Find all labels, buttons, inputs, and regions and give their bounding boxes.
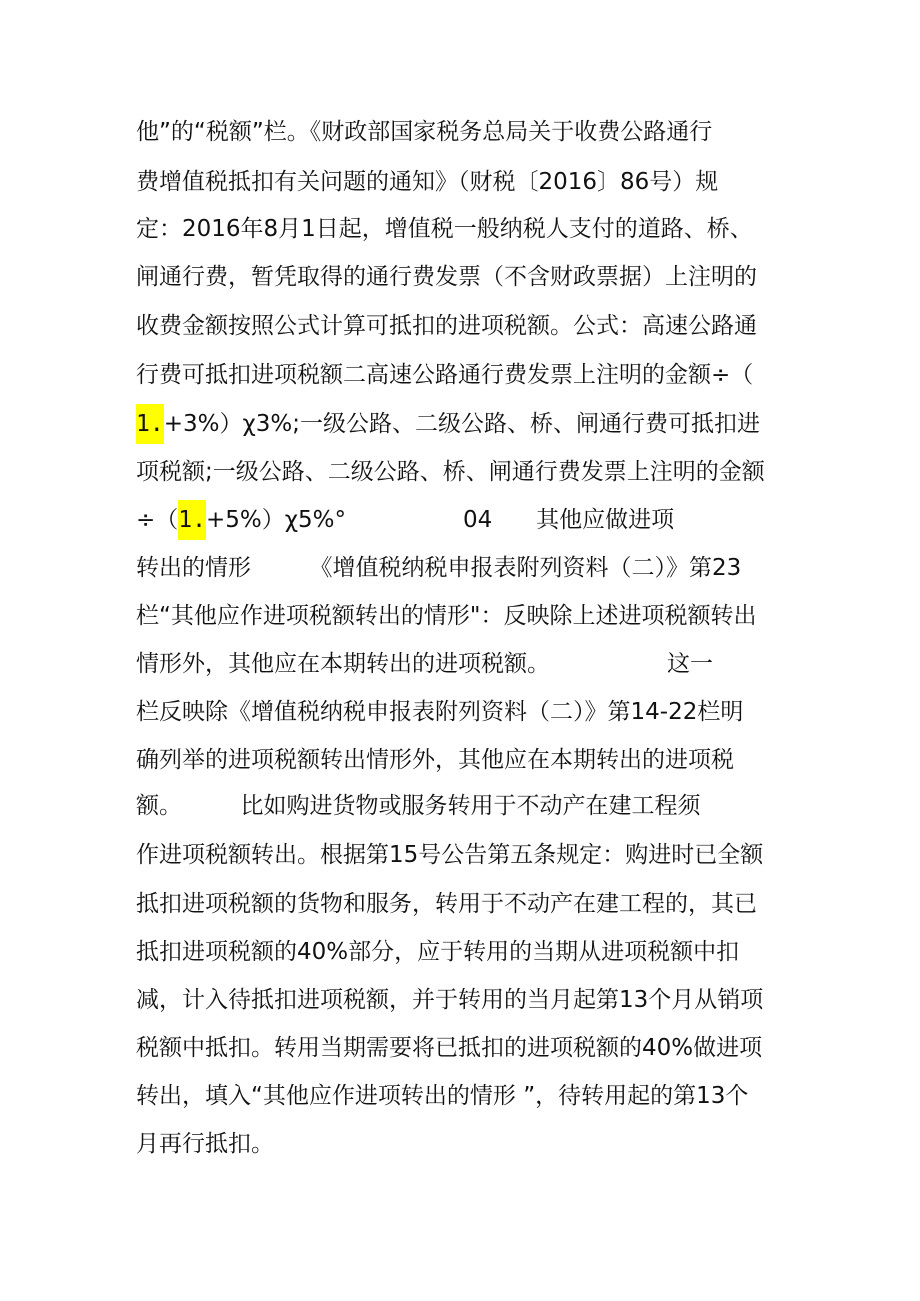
text-line-20: 税额中抵扣。转用当期需要将已抵扣的进项税额的40%做进项 bbox=[136, 1035, 763, 1061]
text-line-7 bbox=[136, 402, 760, 446]
text-line-3: 定：2016年8月1日起，增值税一般纳税人支付的道路、桥、 bbox=[136, 216, 753, 242]
text-segment: +3%）χ3%;一级公路、二级公路、桥、闸通行费可抵扣进 bbox=[163, 411, 760, 437]
text-line-6: 行费可抵扣进项税额二高速公路通行费发票上注明的金额÷（ bbox=[136, 362, 754, 388]
text-line-4: 闸通行费，暂凭取得的通行费发票（不含财政票据）上注明的 bbox=[136, 264, 757, 290]
text-line-16: 作进项税额转出。根据第15号公告第五条规定：购进时已全额 bbox=[136, 842, 764, 868]
highlighted-number: 1. bbox=[178, 500, 206, 540]
text-line-21: 转出，填入“其他应作进项转出的情形 ”，待转用起的第13个 bbox=[136, 1083, 749, 1109]
text-segment: +5%）χ5%° 04 其他应做进项 bbox=[205, 507, 675, 533]
text-line-5: 收费金额按照公式计算可抵扣的进项税额。公式：高速公路通 bbox=[136, 313, 757, 339]
text-line-8: 项税额;一级公路、二级公路、桥、闸通行费发票上注明的金额 bbox=[136, 459, 765, 485]
text-line-17: 抵扣进项税额的货物和服务，转用于不动产在建工程的，其已 bbox=[136, 891, 757, 917]
text-segment: ÷（ bbox=[136, 507, 179, 533]
text-line-13: 栏反映除《增值税纳税申报表附列资料（二）》第14-22栏明 bbox=[136, 699, 744, 725]
text-line-1: 他”的“税额”栏。《财政部国家税务总局关于收费公路通行 bbox=[136, 119, 713, 145]
text-line-14: 确列举的进项税额转出情形外，其他应在本期转出的进项税 bbox=[136, 747, 734, 773]
text-line-2: 费增值税抵扣有关问题的通知》（财税〔2016〕86号）规 bbox=[136, 169, 719, 195]
text-line-11: 栏“其他应作进项税额转出的情形"：反映除上述进项税额转出 bbox=[136, 603, 757, 629]
text-line-22: 月再行抵扣。 bbox=[136, 1131, 274, 1157]
text-line-15: 额。 比如购进货物或服务转用于不动产在建工程须 bbox=[136, 793, 701, 819]
text-line-10: 转出的情形 《增值税纳税申报表附列资料（二）》第23 bbox=[136, 555, 742, 581]
highlighted-number: 1. bbox=[136, 404, 164, 444]
text-line-12: 情形外，其他应在本期转出的进项税额。 这一 bbox=[136, 651, 713, 677]
text-line-9 bbox=[136, 498, 674, 542]
text-line-19: 减，计入待抵扣进项税额，并于转用的当月起第13个月从销项 bbox=[136, 987, 764, 1013]
text-line-18: 抵扣进项税额的40%部分，应于转用的当期从进项税额中扣 bbox=[136, 939, 740, 965]
